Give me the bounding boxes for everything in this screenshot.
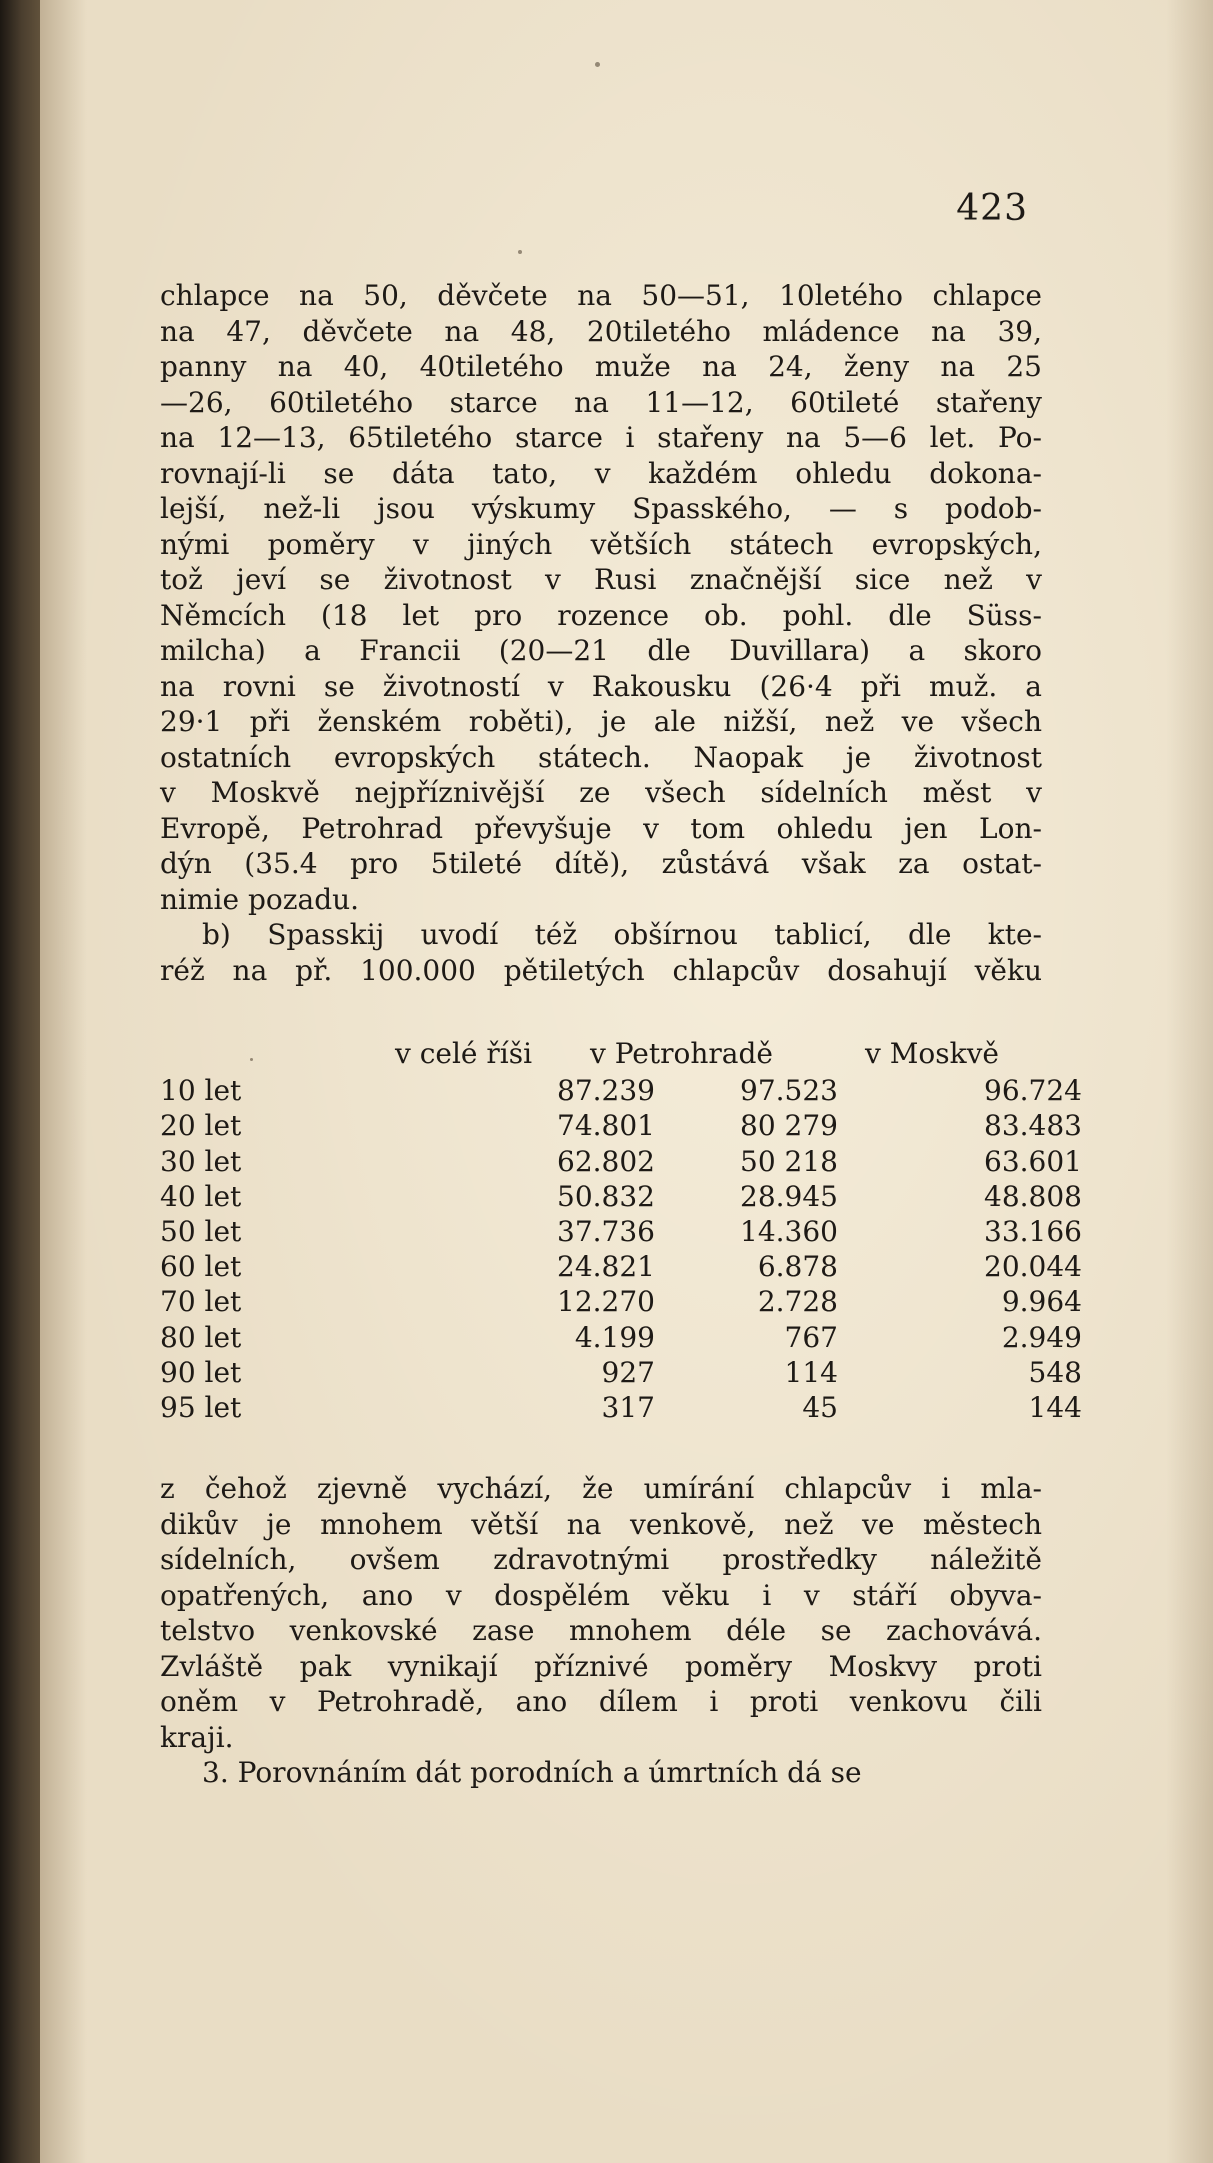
empire-value-cell: 37.736 — [557, 1214, 655, 1248]
moskva-value-cell: 33.166 — [984, 1214, 1082, 1248]
moskva-value-cell: 20.044 — [984, 1250, 1082, 1284]
text-line: 29·1 při ženském roběti), je ale nižší, než ve všech — [160, 705, 1042, 738]
column-header-moskva: v Moskvě — [865, 1037, 999, 1070]
text-line: telstvo venkovské zase mnohem déle se zachovává. — [160, 1614, 1042, 1647]
age-cell: 30 let — [160, 1144, 242, 1178]
age-cell: 95 let — [160, 1390, 242, 1424]
moskva-value-cell: 63.601 — [984, 1144, 1082, 1178]
text-line: ostatních evropských státech. Naopak je životnost — [160, 740, 1042, 774]
text-line: Evropě, Petrohrad převyšuje v tom ohledu jen Lon- — [160, 811, 1042, 845]
text-line: rovnají-li se dáta tato, v každém ohledu dokona- — [160, 456, 1042, 490]
text-line: chlapce na 50, děvčete na 50—51, 10letého chlapce — [160, 279, 1042, 312]
text-line: nými poměry v jiných větších státech evropských, — [160, 527, 1042, 561]
paper-speck — [518, 250, 522, 254]
text-line: na rovni se životností v Rakousku (26·4 při muž. a — [160, 669, 1042, 703]
moskva-value-cell: 9.964 — [1001, 1285, 1082, 1319]
empire-value-cell: 50.832 — [557, 1179, 655, 1213]
petrohrad-value-cell: 2.728 — [757, 1285, 838, 1319]
paragraph-bottom — [160, 1471, 1042, 1791]
empire-value-cell: 62.802 — [557, 1144, 655, 1178]
empire-value-cell: 24.821 — [557, 1250, 655, 1284]
empire-value-cell: 87.239 — [557, 1074, 655, 1108]
text-line: z čehož zjevně vychází, že umírání chlapcův i mla- — [160, 1472, 1042, 1505]
petrohrad-value-cell: 45 — [802, 1390, 838, 1424]
table-body — [160, 1073, 1082, 1425]
text-line: v Moskvě nejpříznivější ze všech sídelních měst v — [160, 776, 1042, 809]
petrohrad-value-cell: 50 218 — [740, 1144, 838, 1178]
text-line: kraji. — [160, 1720, 234, 1754]
petrohrad-value-cell: 97.523 — [740, 1074, 838, 1108]
page-number: 423 — [956, 188, 1028, 229]
petrohrad-value-cell: 6.878 — [757, 1250, 838, 1284]
text-line: dýn (35.4 pro 5tileté dítě), zůstává však za ostat- — [160, 847, 1042, 880]
moskva-value-cell: 48.808 — [984, 1179, 1082, 1213]
text-line: —26, 60tiletého starce na 11—12, 60tileté stařeny — [160, 385, 1042, 419]
survival-table — [160, 1036, 1082, 1425]
text-line: milcha) a Francii (20—21 dle Duvillara) a skoro — [160, 634, 1042, 667]
table-header-row — [160, 1036, 1042, 1071]
age-cell: 20 let — [160, 1109, 242, 1143]
age-cell: 50 let — [160, 1214, 242, 1248]
age-cell: 40 let — [160, 1179, 242, 1213]
text-line: sídelních, ovšem zdravotnými prostředky náležitě — [160, 1543, 1042, 1576]
table-row — [160, 1214, 1082, 1249]
book-page — [40, 0, 1213, 2163]
age-cell: 60 let — [160, 1250, 242, 1284]
column-header-petrohrad: v Petrohradě — [590, 1037, 773, 1070]
table-row — [160, 1108, 1082, 1143]
text-line: na 47, děvčete na 48, 20tiletého mládence na 39, — [160, 314, 1042, 348]
text-line: tož jeví se životnost v Rusi značnější sice než v — [160, 563, 1042, 596]
empire-value-cell: 927 — [601, 1355, 655, 1389]
moskva-value-cell: 548 — [1028, 1355, 1082, 1389]
moskva-value-cell: 83.483 — [984, 1109, 1082, 1143]
table-row — [160, 1320, 1082, 1355]
petrohrad-value-cell: 767 — [784, 1320, 838, 1354]
age-cell: 90 let — [160, 1355, 242, 1389]
empire-value-cell: 4.199 — [574, 1320, 655, 1354]
paragraph-top — [160, 278, 1042, 988]
text-line: oněm v Petrohradě, ano dílem i proti venkovu čili — [160, 1685, 1042, 1718]
text-line: nimie pozadu. — [160, 882, 360, 916]
paper-speck — [250, 1058, 253, 1061]
petrohrad-value-cell: 80 279 — [740, 1109, 838, 1143]
text-line: 3. Porovnáním dát porodních a úmrtních dá se — [202, 1756, 862, 1789]
column-header-empire: v celé říši — [395, 1037, 533, 1070]
text-line: lejší, než-li jsou výskumy Spasského, — s podob- — [160, 492, 1042, 525]
moskva-value-cell: 2.949 — [1001, 1320, 1082, 1354]
age-cell: 10 let — [160, 1074, 242, 1108]
text-line: Zvláště pak vynikají příznivé poměry Moskvy proti — [160, 1649, 1042, 1683]
empire-value-cell: 74.801 — [557, 1109, 655, 1143]
age-cell: 80 let — [160, 1320, 242, 1354]
age-cell: 70 let — [160, 1285, 242, 1319]
petrohrad-value-cell: 14.360 — [740, 1214, 838, 1248]
moskva-value-cell: 144 — [1028, 1390, 1082, 1424]
text-line: b) Spasskij uvodí též obšírnou tablicí, dle kte- — [202, 918, 1042, 951]
text-line: opatřených, ano v dospělém věku i v stáří obyva- — [160, 1578, 1042, 1612]
petrohrad-value-cell: 28.945 — [740, 1179, 838, 1213]
table-row — [160, 1284, 1082, 1319]
table-row — [160, 1390, 1082, 1425]
empire-value-cell: 317 — [601, 1390, 655, 1424]
text-line: Němcích (18 let pro rozence ob. pohl. dle Süss- — [160, 598, 1042, 632]
paper-speck — [595, 62, 600, 67]
text-line: panny na 40, 40tiletého muže na 24, ženy na 25 — [160, 350, 1042, 383]
text-line: dikův je mnohem větší na venkově, než ve městech — [160, 1507, 1042, 1541]
text-line: na 12—13, 65tiletého starce i stařeny na 5—6 let. Po- — [160, 421, 1042, 454]
table-row — [160, 1073, 1082, 1108]
petrohrad-value-cell: 114 — [784, 1355, 838, 1389]
table-row — [160, 1179, 1082, 1214]
empire-value-cell: 12.270 — [557, 1285, 655, 1319]
table-row — [160, 1249, 1082, 1284]
text-line: réž na př. 100.000 pětiletých chlapcův dosahují věku — [160, 953, 1042, 987]
moskva-value-cell: 96.724 — [984, 1074, 1082, 1108]
table-row — [160, 1355, 1082, 1390]
table-row — [160, 1144, 1082, 1179]
